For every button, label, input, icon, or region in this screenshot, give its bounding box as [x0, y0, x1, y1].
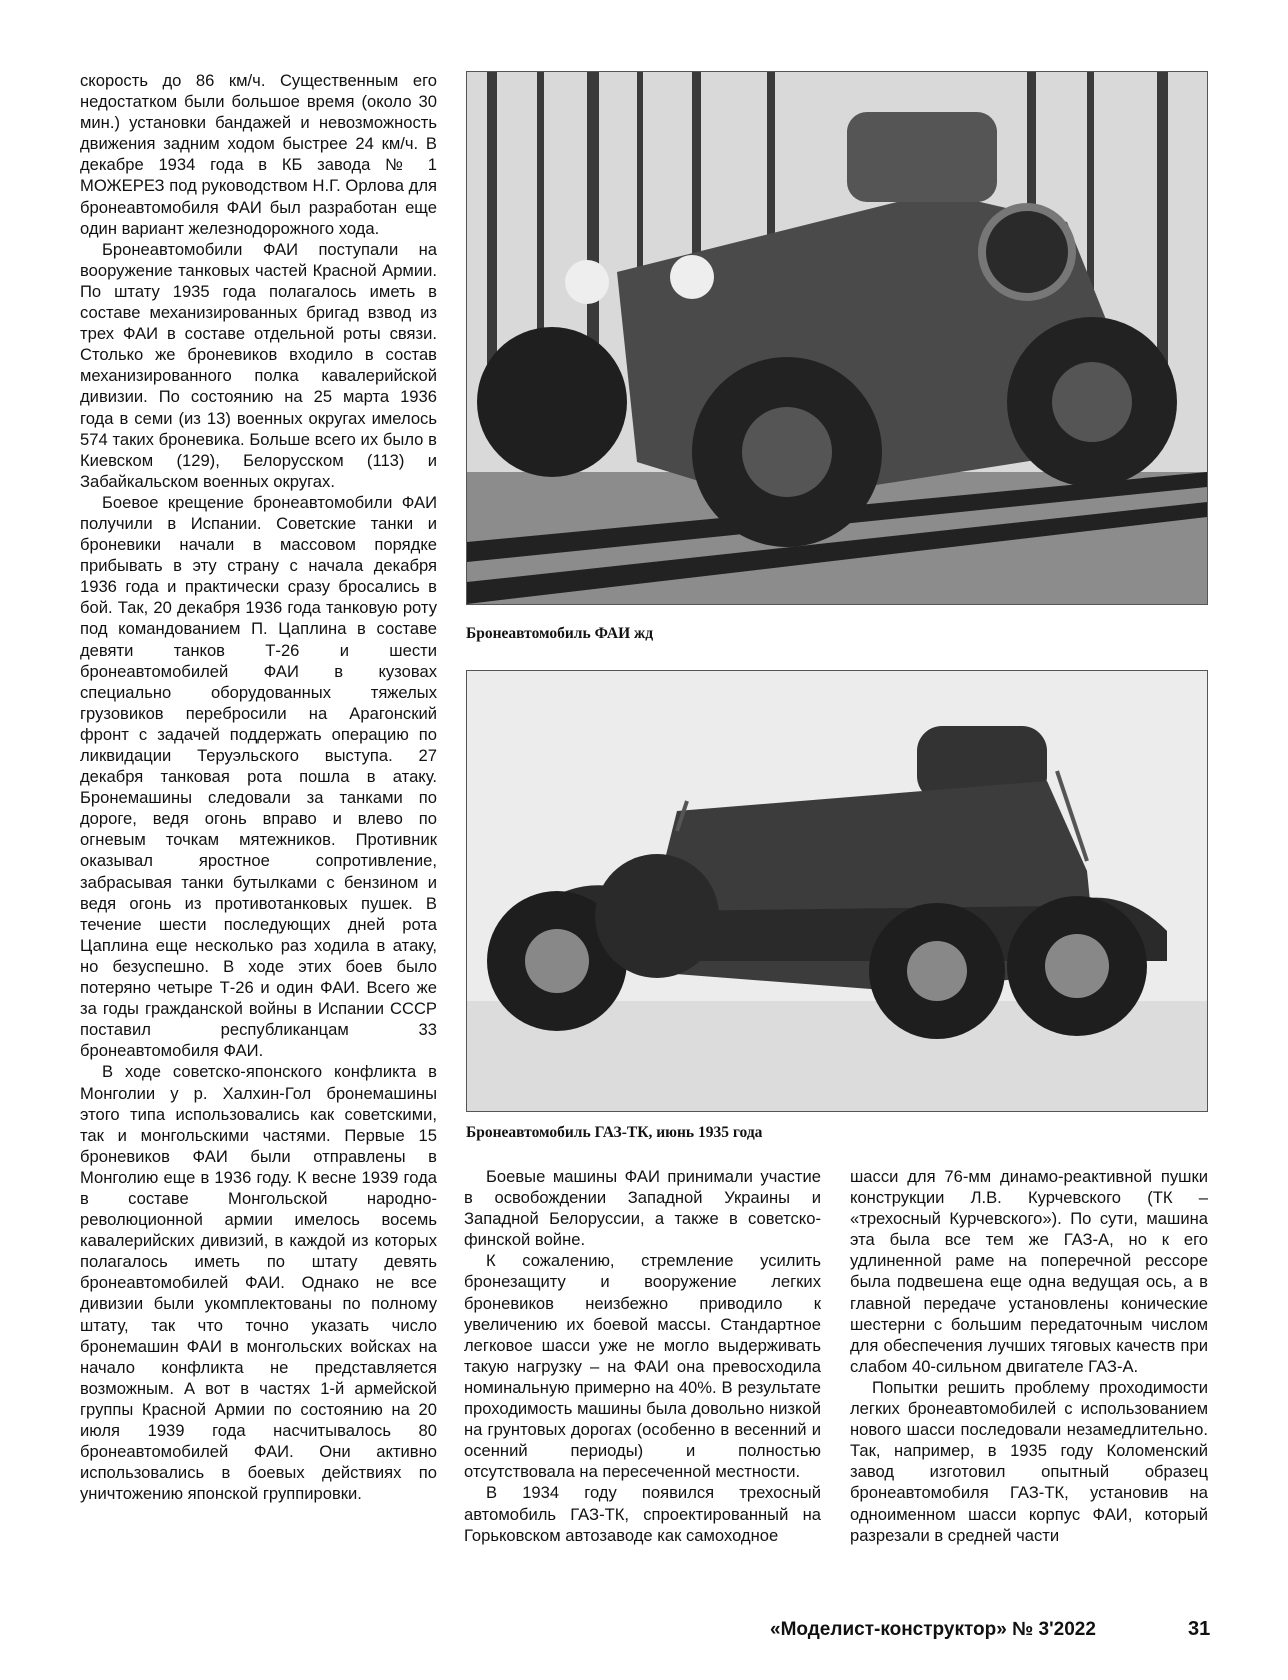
paragraph: В 1934 году появился трехосный автомобиль ГАЗ-ТК, спроектированный на Горьковском автозаводе как самоходное: [464, 1483, 821, 1545]
journal-footer: «Моделист-конструктор» № 3'2022: [770, 1619, 1096, 1640]
paragraph: скорость до 86 км/ч. Существенным его недостатком были большое время (около 30 мин.) установки бандажей и невозможность движения задним ходом быстрее 24 км/ч. В декабре 1934 года в КБ завода № 1 МОЖЕРЕЗ под руководством Н.Г. Орлова для бронеавтомобиля ФАИ был разработан еще один вариант железнодорожного хода.: [80, 71, 437, 238]
right-text-column: [850, 1166, 1208, 1546]
photo-fai-railway: [466, 71, 1208, 605]
page-number: 31: [1188, 1618, 1211, 1640]
paragraph: Попытки решить проблему проходимости легких бронеавтомобилей с использованием нового шасси последовали незамедлительно. Так, например, в 1935 году Коломенский завод изготовил опытный образец бронеавтомобиля ГАЗ-ТК, установив на одноименном шасси корпус ФАИ, который разрезали в средней части: [850, 1377, 1208, 1545]
photo-gaz-tk: [466, 670, 1208, 1112]
caption-top-photo: Бронеавтомобиль ФАИ жд: [466, 625, 654, 642]
paragraph: К сожалению, стремление усилить бронезащиту и вооружение легких броневиков неизбежно приводило к увеличению их боевой массы. Стандартное легковое шасси уже не могло выдерживать такую нагрузку – на ФАИ она превосходила номинальную примерно на 40%. В результате проходимость машины была довольно низкой на грунтовых дорогах (особенно в весенний и осенний периоды) и полностью отсутствовала на пересеченной местности.: [464, 1251, 821, 1482]
paragraph: шасси для 76-мм динамо-реактивной пушки конструкции Л.В. Курчевского (ТК – «трехосный Курчевского»). По сути, машина эта была все тем же ГАЗ-А, но к его удлиненной раме на поперечной рессоре была подвешена еще одна ведущая ось, а в главной передаче установлены конические шестерни с большим передаточным числом для обеспечения лучших тяговых качеств при слабом 40-сильном двигателе ГАЗ-А.: [850, 1167, 1208, 1376]
middle-text-column: [464, 1166, 821, 1546]
paragraph: Боевые машины ФАИ принимали участие в освобождении Западной Украины и Западной Белоруссии, а также в советско-финской войне.: [464, 1167, 821, 1250]
paragraph: Бронеавтомобили ФАИ поступали на вооружение танковых частей Красной Армии. По штату 1935 года полагалось иметь в составе механизированных бригад взвод из трех ФАИ в составе отдельной роты связи. Столько же броневиков входило в состав механизированного полка кавалерийской дивизии. По состоянию на 25 марта 1936 года в семи (из 13) военных округах имелось 574 таких броневика. Больше всего их было в Киевском (129), Белорусском (113) и Забайкальском военных округах.: [80, 239, 437, 491]
left-text-column: [80, 70, 437, 1504]
caption-bottom-photo: Бронеавтомобиль ГАЗ-ТК, июнь 1935 года: [466, 1124, 763, 1141]
paragraph: Боевое крещение бронеавтомобили ФАИ получили в Испании. Советские танки и броневики начали в массовом порядке прибывать в эту страну с начала декабря 1936 года и практически сразу бросались в бой. Так, 20 декабря 1936 года танковую роту под командованием П. Цаплина в составе девяти танков Т-26 и шести бронеавтомобилей ФАИ в кузовах специально оборудованных тяжелых грузовиков перебросили на Арагонский фронт с задачей поддержать операцию по ликвидации Теруэльского выступа. 27 декабря танковая рота пошла в атаку. Бронемашины следовали за танками по дороге, ведя огонь вправо и влево по огневым точкам мятежников. Противник оказывал яростное сопротивление, забрасывая танки бутылками с бензином и ведя огонь из противотанковых пушек. В течение шести последующих дней рота Цаплина еще несколько раз ходила в атаку, но безуспешно. В ходе этих боев было потеряно четыре Т-26 и один ФАИ. Всего же за годы гражданской войны в Испании СССР поставил республиканцам 33 бронеавтомобиля ФАИ.: [80, 492, 437, 1061]
paragraph: В ходе советско-японского конфликта в Монголии у р. Халхин-Гол бронемашины этого типа использовались как советскими, так и монгольскими частями. Первые 15 броневиков ФАИ были отправлены в Монголию еще в 1936 году. К весне 1939 года в составе Монгольской народно-революционной армии имелось восемь кавалерийских дивизий, в каждой из которых полагалось иметь по штату девять бронеавтомобилей ФАИ. Однако не все дивизии были укомплектованы по полному штату, так что точно указать число бронемашин ФАИ в монгольских войсках на начало конфликта не представляется возможным. А вот в частях 1-й армейской группы Красной Армии по состоянию на 20 июля 1939 года насчитывалось 80 бронеавтомобилей ФАИ. Они активно использовались в боевых действиях по уничтожению японской группировки.: [80, 1062, 437, 1504]
